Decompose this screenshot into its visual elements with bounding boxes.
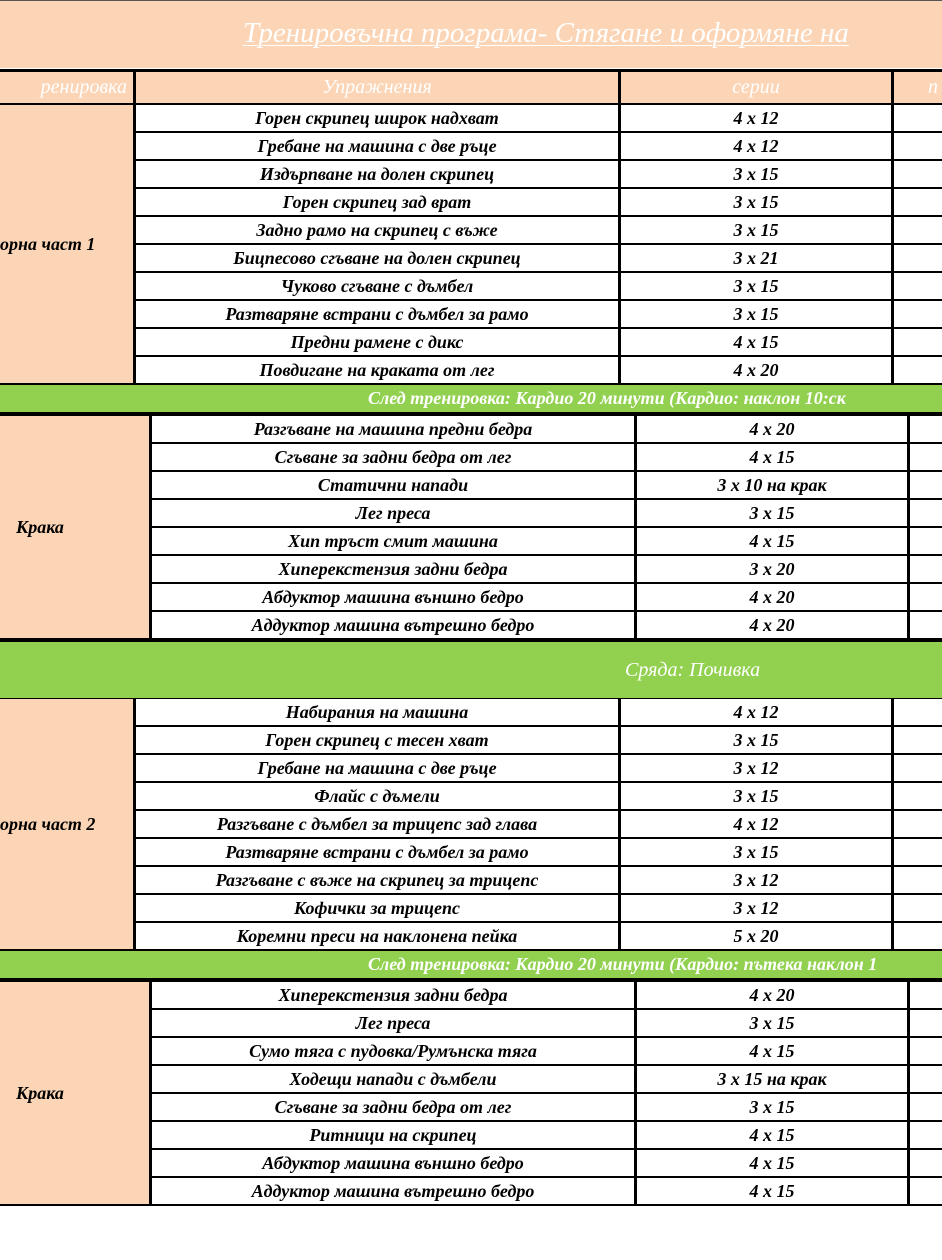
- table-row: [133, 357, 942, 385]
- empty-cell: [910, 1150, 942, 1176]
- table-row: [133, 895, 942, 923]
- table-row: [149, 1010, 942, 1038]
- sets-cell: 3 x 15: [637, 1010, 907, 1036]
- empty-cell: [910, 472, 942, 498]
- table-row: [133, 189, 942, 217]
- empty-cell: [910, 500, 942, 526]
- workout-section: [0, 982, 942, 1206]
- title-banner: [0, 0, 942, 68]
- cardio-note: След тренировка: Кардио 20 минути (Кардио: пътека наклон 1: [0, 951, 942, 978]
- sets-cell: 3 x 15: [637, 500, 907, 526]
- exercise-cell: Флайс с дъмели: [136, 783, 618, 809]
- table-row: [149, 556, 942, 584]
- sets-cell: 4 x 15: [637, 1150, 907, 1176]
- sets-cell: 3 x 12: [621, 867, 891, 893]
- exercise-cell: Лег преса: [152, 1010, 634, 1036]
- section-rows: [149, 982, 942, 1206]
- exercise-cell: Ходещи напади с дъмбели: [152, 1066, 634, 1092]
- header-col4: п: [894, 72, 942, 103]
- exercise-cell: Разтваряне встрани с дъмбел за рамо: [136, 839, 618, 865]
- sets-cell: 3 x 20: [637, 556, 907, 582]
- table-row: [149, 584, 942, 612]
- empty-cell: [894, 839, 942, 865]
- exercise-cell: Абдуктор машина външно бедро: [152, 584, 634, 610]
- exercise-cell: Сгъване за задни бедра от лег: [152, 1094, 634, 1120]
- sets-cell: 4 x 15: [637, 1178, 907, 1204]
- header-workout: ренировка: [0, 72, 133, 103]
- exercise-cell: Коремни преси на наклонена пейка: [136, 923, 618, 949]
- sets-cell: 4 x 15: [637, 1122, 907, 1148]
- empty-cell: [894, 161, 942, 187]
- table-row: [149, 1178, 942, 1206]
- section-label: Крака: [0, 416, 149, 638]
- page-bottom: [0, 1222, 942, 1260]
- empty-cell: [910, 1094, 942, 1120]
- exercise-cell: Предни рамене с дикс: [136, 329, 618, 355]
- empty-cell: [894, 105, 942, 131]
- exercise-cell: Статични напади: [152, 472, 634, 498]
- table-row: [149, 1094, 942, 1122]
- exercise-cell: Аддуктор машина вътрешно бедро: [152, 612, 634, 638]
- sets-cell: 4 x 20: [637, 612, 907, 638]
- sets-cell: 3 x 15: [621, 189, 891, 215]
- table-row: [133, 839, 942, 867]
- table-row: [149, 612, 942, 640]
- table-row: [133, 105, 942, 133]
- table-row: [149, 444, 942, 472]
- sets-cell: 5 x 20: [621, 923, 891, 949]
- section-label: орна част 2: [0, 699, 133, 949]
- table-row: [133, 811, 942, 839]
- table-row: [133, 301, 942, 329]
- empty-cell: [894, 699, 942, 725]
- exercise-cell: Горен скрипец широк надхват: [136, 105, 618, 131]
- workout-table: [0, 69, 942, 1206]
- sets-cell: 4 x 15: [637, 528, 907, 554]
- exercise-cell: Задно рамо на скрипец с въже: [136, 217, 618, 243]
- table-row: [149, 500, 942, 528]
- table-row: [149, 416, 942, 444]
- empty-cell: [910, 444, 942, 470]
- exercise-cell: Хиперекстензия задни бедра: [152, 982, 634, 1008]
- header-exercises: Упражнения: [136, 72, 618, 103]
- exercise-cell: Гребане на машина с две ръце: [136, 133, 618, 159]
- empty-cell: [910, 982, 942, 1008]
- exercise-cell: Набирания на машина: [136, 699, 618, 725]
- exercise-cell: Аддуктор машина вътрешно бедро: [152, 1178, 634, 1204]
- table-row: [149, 1066, 942, 1094]
- sets-cell: 4 x 20: [637, 416, 907, 442]
- sets-cell: 4 x 20: [637, 584, 907, 610]
- table-row: [149, 1122, 942, 1150]
- sets-cell: 3 x 15 на крак: [637, 1066, 907, 1092]
- empty-cell: [910, 556, 942, 582]
- cardio-note: След тренировка: Кардио 20 минути (Кардио: наклон 10:ск: [0, 385, 942, 412]
- exercise-cell: Сумо тяга с пудовка/Румънска тяга: [152, 1038, 634, 1064]
- empty-cell: [894, 895, 942, 921]
- sets-cell: 3 x 15: [621, 727, 891, 753]
- sets-cell: 3 x 12: [621, 755, 891, 781]
- sets-cell: 4 x 12: [621, 699, 891, 725]
- table-row: [133, 161, 942, 189]
- exercise-cell: Хип тръст смит машина: [152, 528, 634, 554]
- empty-cell: [910, 612, 942, 638]
- empty-cell: [894, 273, 942, 299]
- table-header-row: [0, 72, 942, 105]
- header-sets: серии: [621, 72, 891, 103]
- workout-section: [0, 699, 942, 951]
- sets-cell: 3 x 15: [621, 217, 891, 243]
- page-title: Тренировъчна програма- Стягане и оформяне на: [243, 17, 849, 49]
- table-row: [149, 472, 942, 500]
- table-row: [133, 727, 942, 755]
- exercise-cell: Сгъване за задни бедра от лег: [152, 444, 634, 470]
- section-rows: [149, 416, 942, 640]
- exercise-cell: Абдуктор машина външно бедро: [152, 1150, 634, 1176]
- sets-cell: 3 x 15: [621, 273, 891, 299]
- sets-cell: 4 x 15: [621, 329, 891, 355]
- empty-cell: [894, 727, 942, 753]
- workout-section: [0, 105, 942, 385]
- exercise-cell: Чуково сгъване с дъмбел: [136, 273, 618, 299]
- section-rows: [133, 699, 942, 951]
- empty-cell: [894, 867, 942, 893]
- section-label: орна част 1: [0, 105, 133, 383]
- table-row: [133, 783, 942, 811]
- sets-cell: 3 x 10 на крак: [637, 472, 907, 498]
- exercise-cell: Разгъване с дъмбел за трицепс зад глава: [136, 811, 618, 837]
- exercise-cell: Гребане на машина с две ръце: [136, 755, 618, 781]
- table-row: [149, 1150, 942, 1178]
- sets-cell: 4 x 20: [637, 982, 907, 1008]
- workout-section: [0, 416, 942, 640]
- empty-cell: [894, 329, 942, 355]
- empty-cell: [894, 783, 942, 809]
- section-label: Крака: [0, 982, 149, 1204]
- exercise-cell: Разтваряне встрани с дъмбел за рамо: [136, 301, 618, 327]
- table-row: [133, 245, 942, 273]
- exercise-cell: Хиперекстензия задни бедра: [152, 556, 634, 582]
- sets-cell: 4 x 12: [621, 105, 891, 131]
- sets-cell: 3 x 12: [621, 895, 891, 921]
- sets-cell: 3 x 15: [621, 301, 891, 327]
- exercise-cell: Ритници на скрипец: [152, 1122, 634, 1148]
- empty-cell: [894, 245, 942, 271]
- table-row: [133, 923, 942, 951]
- exercise-cell: Горен скрипец с тесен хват: [136, 727, 618, 753]
- empty-cell: [894, 189, 942, 215]
- exercise-cell: Лег преса: [152, 500, 634, 526]
- table-row: [133, 755, 942, 783]
- exercise-cell: Бицпесово сгъване на долен скрипец: [136, 245, 618, 271]
- sets-cell: 4 x 15: [637, 1038, 907, 1064]
- empty-cell: [910, 416, 942, 442]
- table-row: [133, 867, 942, 895]
- empty-cell: [894, 811, 942, 837]
- exercise-cell: Повдигане на краката от лег: [136, 357, 618, 383]
- sets-cell: 3 x 15: [621, 161, 891, 187]
- sets-cell: 3 x 15: [621, 783, 891, 809]
- sets-cell: 3 x 21: [621, 245, 891, 271]
- sets-cell: 3 x 15: [621, 839, 891, 865]
- empty-cell: [894, 755, 942, 781]
- empty-cell: [894, 357, 942, 383]
- empty-cell: [910, 1122, 942, 1148]
- exercise-cell: Разгъване с въже на скрипец за трицепс: [136, 867, 618, 893]
- rest-day-band: Сряда: Почивка: [0, 642, 942, 698]
- table-row: [133, 699, 942, 727]
- empty-cell: [910, 1038, 942, 1064]
- empty-cell: [910, 1066, 942, 1092]
- empty-cell: [894, 301, 942, 327]
- empty-cell: [894, 923, 942, 949]
- sets-cell: 3 x 15: [637, 1094, 907, 1120]
- exercise-cell: Издърпване на долен скрипец: [136, 161, 618, 187]
- section-rows: [133, 105, 942, 385]
- exercise-cell: Разгъване на машина предни бедра: [152, 416, 634, 442]
- empty-cell: [894, 217, 942, 243]
- table-row: [133, 217, 942, 245]
- empty-cell: [910, 528, 942, 554]
- sets-cell: 4 x 12: [621, 811, 891, 837]
- table-row: [149, 1038, 942, 1066]
- empty-cell: [910, 1178, 942, 1204]
- table-row: [149, 528, 942, 556]
- exercise-cell: Кофички за трицепс: [136, 895, 618, 921]
- sets-cell: 4 x 15: [637, 444, 907, 470]
- table-row: [149, 982, 942, 1010]
- empty-cell: [894, 133, 942, 159]
- empty-cell: [910, 1010, 942, 1036]
- empty-cell: [910, 584, 942, 610]
- table-row: [133, 133, 942, 161]
- table-row: [133, 329, 942, 357]
- sets-cell: 4 x 20: [621, 357, 891, 383]
- exercise-cell: Горен скрипец зад врат: [136, 189, 618, 215]
- sets-cell: 4 x 12: [621, 133, 891, 159]
- table-row: [133, 273, 942, 301]
